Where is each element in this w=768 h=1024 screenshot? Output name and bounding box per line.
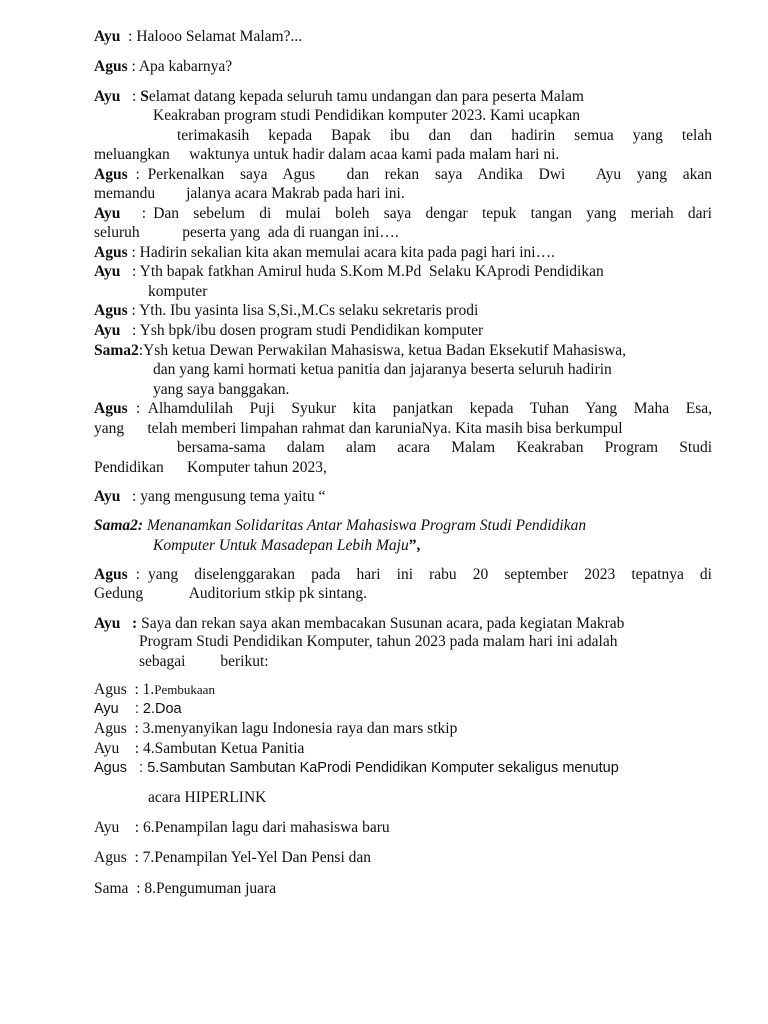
- speaker: Ayu: [94, 28, 121, 45]
- line-continuation: bersama-sama dalam alam acara Malam Keakraban Program Studi: [177, 439, 712, 456]
- speaker: Sama2: [94, 342, 139, 359]
- dialogue-line: [94, 27, 302, 46]
- line-continuation: Pendidikan Komputer tahun 2023,: [94, 459, 327, 476]
- dialogue-line: [94, 87, 584, 106]
- bold-initial: S: [140, 88, 149, 105]
- speaker: Ayu: [94, 488, 121, 505]
- theme-line: [94, 516, 586, 535]
- agenda-text: Penampilan lagu dari mahasiswa baru: [154, 819, 390, 836]
- line-continuation: yang telah memberi limpahan rahmat dan karuniaNya. Kita masih bisa berkumpul: [94, 420, 623, 437]
- speaker: Ayu: [94, 740, 120, 757]
- dialogue-line: [94, 399, 712, 418]
- separator: :: [126, 681, 143, 698]
- separator: :: [120, 322, 140, 339]
- separator: :: [120, 615, 142, 632]
- separator: :: [120, 88, 141, 105]
- agenda-number: 3.: [142, 720, 155, 737]
- speaker: Ayu: [94, 322, 121, 339]
- dialogue-line: [94, 321, 483, 340]
- dialogue-line: [94, 57, 232, 76]
- agenda-item: [94, 879, 276, 898]
- separator: :: [126, 720, 143, 737]
- agenda-number: 1.: [142, 681, 155, 698]
- agenda-number: 7.: [142, 849, 155, 866]
- speaker: Ayu: [94, 263, 121, 280]
- speaker: Agus: [94, 849, 127, 866]
- line-continuation: yang saya banggakan.: [153, 381, 290, 398]
- speaker: Agus: [94, 760, 128, 776]
- separator: :: [127, 302, 140, 319]
- line-continuation: Program Studi Pendidikan Komputer, tahun 2023 pada malam hari ini adalah: [139, 633, 618, 650]
- line-text: elamat datang kepada seluruh tamu undangan dan para peserta Malam: [148, 88, 584, 105]
- separator: :: [120, 205, 154, 222]
- line-text: Yth. Ibu yasinta lisa S,Si.,M.Cs selaku sekretaris prodi: [139, 302, 479, 319]
- dialogue-line: [94, 262, 604, 281]
- separator: :: [127, 244, 140, 261]
- line-text: yang mengusung tema yaitu “: [140, 488, 326, 505]
- line-text: Ysh ketua Dewan Perwakilan Mahasiswa, ketua Badan Eksekutif Mahasiswa,: [143, 342, 627, 359]
- speaker: Ayu: [94, 205, 121, 222]
- separator: :: [138, 342, 144, 359]
- speaker: Ayu: [94, 701, 119, 717]
- agenda-text: Doa: [155, 701, 182, 717]
- separator: :: [127, 166, 148, 183]
- speaker: Agus: [94, 166, 128, 183]
- separator: :: [120, 488, 141, 505]
- agenda-number: 6.: [142, 819, 155, 836]
- speaker: Agus: [94, 681, 127, 698]
- dialogue-line: [94, 487, 325, 506]
- speaker: Agus: [94, 244, 128, 261]
- line-text: yang diselenggarakan pada hari ini rabu 20 september 2023 tepatnya di: [148, 566, 712, 583]
- line-text: Saya dan rekan saya akan membacakan Susunan acara, pada kegiatan Makrab: [141, 615, 625, 632]
- agenda-item: [94, 680, 215, 699]
- line-continuation: memandu jalanya acara Makrab pada hari ini.: [94, 185, 405, 202]
- speaker: Agus: [94, 720, 127, 737]
- agenda-number: 8.: [144, 880, 156, 897]
- dialogue-line: [94, 301, 478, 320]
- speaker: Sama2:: [94, 517, 144, 534]
- line-text: Hadirin sekalian kita akan memulai acara kita pada pagi hari ini….: [139, 244, 555, 261]
- separator: :: [119, 819, 143, 836]
- separator: :: [128, 880, 145, 897]
- line-continuation: dan yang kami hormati ketua panitia dan jajaranya beserta seluruh hadirin: [153, 361, 612, 378]
- line-text: Yth bapak fatkhan Amirul huda S.Kom M.Pd Selaku KAprodi Pendidikan: [139, 263, 604, 280]
- agenda-continuation: acara HIPERLINK: [148, 789, 267, 806]
- separator: :: [120, 263, 140, 280]
- agenda-text: Sambutan Ketua Panitia: [154, 740, 305, 757]
- theme-text: Menanamkan Solidaritas Antar Mahasiswa Program Studi Pendidikan: [146, 517, 587, 534]
- agenda-text: Sambutan Sambutan KaProdi Pendidikan Komputer sekaligus menutup: [159, 760, 619, 776]
- dialogue-line: [94, 243, 555, 262]
- line-text: Apa kabarnya?: [138, 58, 233, 75]
- separator: :: [119, 740, 143, 757]
- speaker: Agus: [94, 566, 128, 583]
- dialogue-line: [94, 565, 712, 584]
- agenda-text: Penampilan Yel-Yel Dan Pensi dan: [154, 849, 372, 866]
- line-continuation: seluruh peserta yang ada di ruangan ini….: [94, 224, 399, 241]
- line-continuation: Gedung Auditorium stkip pk sintang.: [94, 585, 367, 602]
- agenda-item: [94, 700, 182, 719]
- theme-text: Komputer Untuk Masadepan Lebih Maju: [153, 537, 409, 554]
- separator: :: [127, 58, 139, 75]
- separator: :: [127, 760, 148, 776]
- speaker: Ayu: [94, 819, 120, 836]
- line-continuation: terimakasih kepada Bapak ibu dan dan hadirin semua yang telah: [177, 127, 712, 144]
- agenda-number: 5.: [147, 760, 160, 776]
- agenda-text: Pengumuman juara: [156, 880, 277, 897]
- agenda-number: 4.: [142, 740, 155, 757]
- agenda-item: [94, 739, 304, 758]
- line-text: Halooo Selamat Malam?...: [136, 28, 303, 45]
- separator: :: [118, 701, 143, 717]
- line-text: Alhamdulilah Puji Syukur kita panjatkan kepada Tuhan Yang Maha Esa,: [147, 400, 713, 417]
- agenda-item: [94, 818, 390, 837]
- speaker: Ayu: [94, 88, 121, 105]
- line-continuation: meluangkan waktunya untuk hadir dalam acaa kami pada malam hari ni.: [94, 146, 560, 163]
- dialogue-line: [94, 204, 712, 223]
- dialogue-line: [94, 341, 626, 360]
- agenda-item: [94, 848, 371, 867]
- dialogue-line: [94, 614, 624, 633]
- separator: :: [127, 400, 148, 417]
- separator: :: [126, 849, 143, 866]
- line-text: Dan sebelum di mulai boleh saya dengar tepuk tangan yang meriah dari: [153, 205, 712, 222]
- agenda-item: [94, 759, 619, 778]
- line-continuation: komputer: [148, 283, 208, 300]
- line-text: Ysh bpk/ibu dosen program studi Pendidikan komputer: [139, 322, 484, 339]
- line-continuation: Keakraban program studi Pendidikan komputer 2023. Kami ucapkan: [153, 107, 580, 124]
- speaker: Sama: [94, 880, 129, 897]
- line-continuation: sebagai berikut:: [139, 653, 269, 670]
- agenda-item: [94, 719, 457, 738]
- agenda-text: Pembukaan: [154, 682, 215, 697]
- speaker: Agus: [94, 302, 128, 319]
- line-continuation: [153, 536, 420, 555]
- speaker: Ayu: [94, 615, 121, 632]
- line-text: Perkenalkan saya Agus dan rekan saya Andika Dwi Ayu yang akan: [147, 166, 713, 183]
- agenda-number: 2.: [142, 701, 155, 717]
- agenda-text: menyanyikan lagu Indonesia raya dan mars stkip: [154, 720, 458, 737]
- separator: :: [120, 28, 137, 45]
- separator: :: [127, 566, 149, 583]
- speaker: Agus: [94, 400, 128, 417]
- closing-quote: ”,: [408, 537, 421, 554]
- dialogue-line: [94, 165, 712, 184]
- speaker: Agus: [94, 58, 128, 75]
